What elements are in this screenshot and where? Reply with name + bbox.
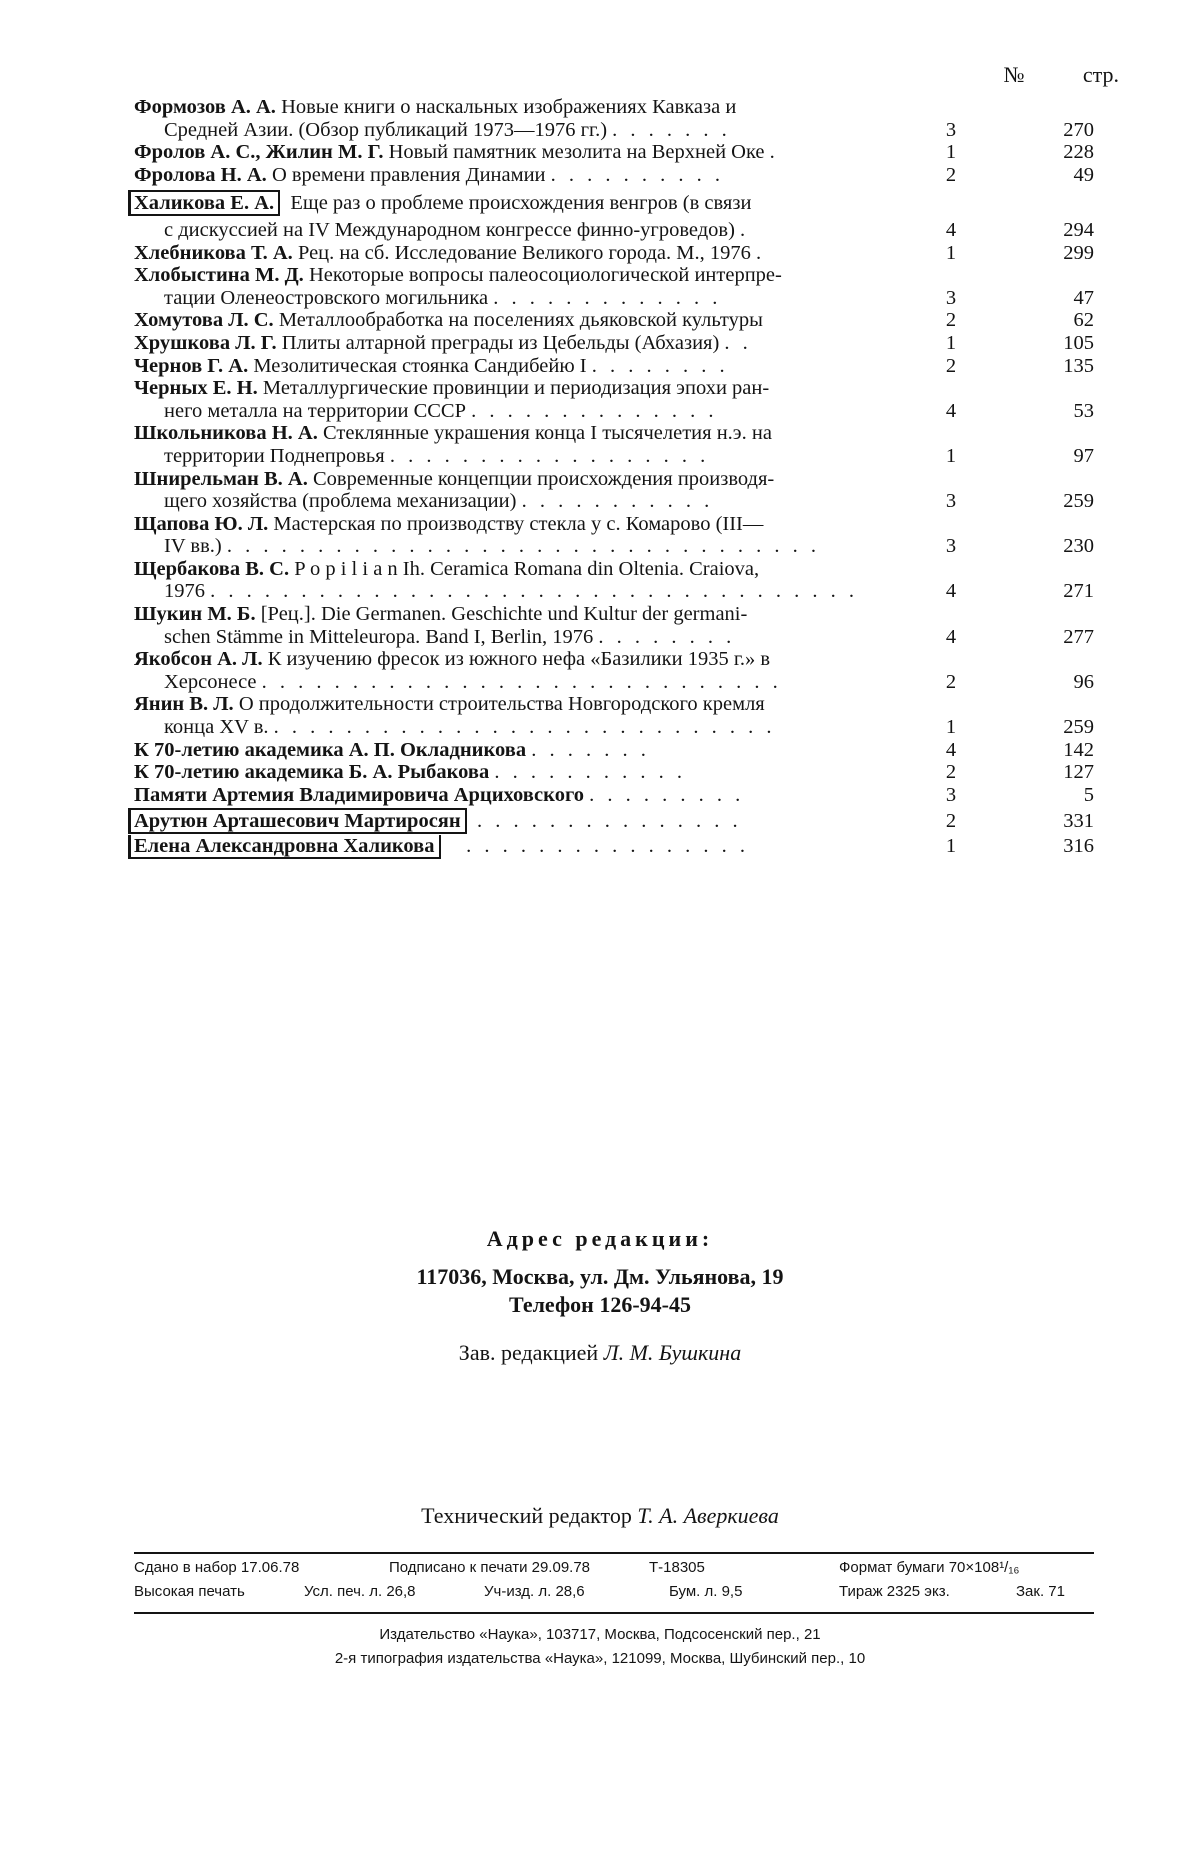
entry-issue: 1 <box>945 331 957 354</box>
entry-page: 271 <box>1063 580 1094 603</box>
entry-page: 5 <box>1083 783 1094 806</box>
leader-dots: . . . . . . . . . . . . . . . . . . . . . . . . . . . . . . . . . . . . <box>210 580 858 603</box>
entry-issue: 4 <box>945 580 957 603</box>
imprint-row-2 <box>134 1583 1094 1603</box>
toc-entry <box>134 309 1094 332</box>
entry-author: Хлобыстина М. Д. <box>134 264 304 287</box>
address-phone: Телефон 126-94-45 <box>508 1292 692 1317</box>
entry-title: Плиты алтарной преграды из Цебельды (Абхазия) <box>281 331 720 354</box>
entry-issue: 3 <box>945 535 957 558</box>
entry-title: К изучению фресок из южного нефа «Базилики 1935 г.» в <box>267 648 771 671</box>
editor-chief-label: Зав. редакцией <box>458 1340 599 1365</box>
entry-title: Металлообработка на поселениях дьяковской культуры <box>278 309 763 332</box>
entry-title-cont: Херсонесе <box>164 670 257 693</box>
imprint-field: Формат бумаги 70×108¹/₁₆ <box>839 1559 1020 1576</box>
entry-page: 331 <box>1063 810 1094 833</box>
entry-author: Хомутова Л. С. <box>134 309 274 332</box>
imprint-bottom-rule <box>134 1612 1094 1614</box>
entry-issue: 4 <box>945 399 957 422</box>
entry-page: 105 <box>1063 331 1094 354</box>
entry-title-cont: щего хозяйства (проблема механизации) <box>164 490 517 513</box>
entry-heading: Памяти Артемия Владимировича Арциховского <box>134 783 584 806</box>
leader-dots: . . . . . . . . <box>598 625 736 648</box>
entry-issue: 1 <box>945 444 957 467</box>
entry-title: Новый памятник мезолита на Верхней Оке <box>388 141 765 164</box>
tech-editor-name: Т. А. Аверкиева <box>637 1503 779 1528</box>
entry-title-cont: Средней Азии. (Обзор публикаций 1973—1976 гг.) <box>164 118 608 141</box>
entry-author: Формозов А. А. <box>134 96 276 118</box>
entry-title-cont: с дискуссией на IV Международном конгрессе финно-угроведов) <box>164 218 735 241</box>
editorial-address <box>0 1226 1200 1318</box>
entry-heading: К 70-летию академика А. П. Окладникова <box>134 738 527 761</box>
entry-author: Черных Е. Н. <box>134 377 258 400</box>
entry-issue: 3 <box>945 286 957 309</box>
entry-title: Стеклянные украшения конца I тысячелетия н.э. на <box>322 422 772 445</box>
entry-page: 230 <box>1063 535 1094 558</box>
entry-issue: 1 <box>945 241 957 264</box>
entry-issue: 3 <box>945 783 957 806</box>
imprint-field: Т-18305 <box>649 1559 705 1576</box>
entry-page: 316 <box>1063 835 1094 857</box>
column-headers <box>134 62 1119 88</box>
table-of-contents <box>134 96 1094 858</box>
imprint-top-rule <box>134 1552 1094 1554</box>
entry-title-cont: конца XV в. <box>164 716 269 739</box>
leader-dots: . . . . . . . . . . . . . . . . . . . . . . . . . . . . . . . . . <box>226 535 820 558</box>
toc-entry <box>134 739 1094 762</box>
entry-issue: 2 <box>945 163 957 186</box>
entry-author: Щапова Ю. Л. <box>134 512 269 535</box>
entry-issue: 2 <box>945 810 957 833</box>
leader-dots: . . . . . . . <box>531 738 650 761</box>
leader-dots: . . . . . . . . . . . . . . <box>471 399 718 422</box>
entry-issue: 3 <box>945 490 957 513</box>
leader-dots: . . . . . . . . . . . . . . . . . . . . . . . . . . . . . <box>261 670 782 693</box>
imprint-field: Подписано к печати 29.09.78 <box>389 1559 591 1576</box>
imprint-field: Тираж 2325 экз. <box>839 1583 950 1600</box>
toc-entry <box>134 96 1094 141</box>
obituary-name-framed: Арутюн Арташесович Мартиросян <box>128 808 467 834</box>
entry-title: Современные концепции происхождения производя- <box>312 467 775 490</box>
entry-author: Щербакова В. С. <box>134 557 290 580</box>
entry-page: 97 <box>1073 444 1094 467</box>
entry-title: [Рец.]. Die Germanen. Geschichte und Kultur der germani- <box>260 603 748 626</box>
editor-in-chief <box>0 1340 1200 1366</box>
entry-title-cont: IV вв.) <box>164 535 222 558</box>
entry-author: Хлебникова Т. А. <box>134 241 293 264</box>
toc-entry <box>134 377 1094 422</box>
leader-dots: . . . . . . . <box>612 118 731 141</box>
entry-issue: 3 <box>945 118 957 141</box>
entry-issue: 2 <box>945 309 957 332</box>
leader-dots: . . . . . . . . . . . <box>521 490 714 513</box>
imprint-row-1 <box>134 1559 1094 1579</box>
entry-page: 277 <box>1063 625 1094 648</box>
entry-title-cont: schen Stämme in Mitteleuropa. Band I, Berlin, 1976 <box>164 625 594 648</box>
toc-entry <box>134 468 1094 513</box>
obituary-name-framed: Елена Александровна Халикова <box>128 835 441 859</box>
toc-entry <box>134 264 1094 309</box>
entry-issue: 4 <box>945 738 957 761</box>
entry-page: 62 <box>1073 309 1094 332</box>
entry-author: Янин В. Л. <box>134 693 234 716</box>
toc-entry <box>134 558 1094 603</box>
toc-entry <box>134 513 1094 558</box>
toc-entry <box>134 355 1094 378</box>
entry-title: О продолжительности строительства Новгородского кремля <box>238 693 765 716</box>
entry-page: 228 <box>1063 141 1094 164</box>
toc-entry <box>134 192 1094 241</box>
entry-page: 259 <box>1063 490 1094 513</box>
leader-dots: . . . . . . . . . <box>589 783 745 806</box>
entry-page: 135 <box>1063 354 1094 377</box>
toc-entry <box>134 242 1094 265</box>
entry-author-framed: Халикова Е. А. <box>128 190 280 216</box>
editor-chief-name: Л. М. Бушкина <box>603 1340 742 1365</box>
entry-issue: 2 <box>945 761 957 784</box>
entry-page: 96 <box>1073 670 1094 693</box>
entry-title-cont: него металла на территории СССР <box>164 399 466 422</box>
entry-title: Некоторые вопросы палеосоциологической интерпре- <box>308 264 782 287</box>
entry-author: Якобсон А. Л. <box>134 648 263 671</box>
entry-issue: 1 <box>945 835 957 857</box>
entry-page: 299 <box>1063 241 1094 264</box>
imprint-field: Уч-изд. л. 28,6 <box>484 1583 585 1600</box>
entry-author: Хрушкова Л. Г. <box>134 331 277 354</box>
entry-issue: 1 <box>945 716 957 739</box>
entry-author: Чернов Г. А. <box>134 354 249 377</box>
leader-dots: . <box>756 241 766 264</box>
leader-dots: . . . . . . . . <box>591 354 729 377</box>
entry-title-cont: 1976 <box>164 580 205 603</box>
entry-title: Металлургические провинции и периодизация эпохи ран- <box>262 377 770 400</box>
issue-number-header: № <box>1003 62 1025 87</box>
entry-issue: 4 <box>945 625 957 648</box>
leader-dots: . <box>769 141 779 164</box>
entry-page: 294 <box>1063 218 1094 241</box>
entry-title: Новые книги о наскальных изображениях Кавказа и <box>281 96 737 118</box>
entry-page: 142 <box>1063 738 1094 761</box>
entry-page: 270 <box>1063 118 1094 141</box>
address-street: 117036, Москва, ул. Дм. Ульянова, 19 <box>416 1264 784 1289</box>
entry-author: Шукин М. Б. <box>134 603 256 626</box>
entry-author: Шнирельман В. А. <box>134 467 308 490</box>
toc-entry <box>134 784 1094 807</box>
entry-heading: К 70-летию академика Б. А. Рыбакова <box>134 761 490 784</box>
leader-dots: . . . . . . . . . . . . . . . . . . . . . . . . . . . . <box>273 716 776 739</box>
publisher-line: Издательство «Наука», 103717, Москва, Подсосенский пер., 21 <box>379 1626 821 1643</box>
leader-dots: . . . . . . . . . . . . . . . . . . <box>389 444 710 467</box>
imprint-field: Высокая печать <box>134 1583 245 1600</box>
entry-author: Фролова Н. А. <box>134 163 267 186</box>
entry-title-cont: тации Оленеостровского могильника <box>164 286 489 309</box>
address-title: Адрес редакции: <box>486 1226 714 1251</box>
imprint-field: Зак. 71 <box>1016 1583 1065 1600</box>
leader-dots: . . <box>724 331 752 354</box>
entry-title: P o p i l i a n Ih. Ceramica Romana din Oltenia. Craiova, <box>294 557 760 580</box>
entry-issue: 1 <box>945 141 957 164</box>
entry-author: Фролов А. С., Жилин М. Г. <box>134 141 384 164</box>
leader-dots: . . . . . . . . . . <box>550 163 725 186</box>
toc-entry <box>134 761 1094 784</box>
printer-line: 2-я типография издательства «Наука», 121099, Москва, Шубинский пер., 10 <box>334 1650 866 1667</box>
leader-dots: . <box>740 218 750 241</box>
entry-title: Рец. на сб. Исследование Великого города. М., 1976 <box>297 241 751 264</box>
toc-entry <box>134 164 1094 187</box>
entry-page: 53 <box>1073 399 1094 422</box>
leader-dots: . . . . . . . . . . . . . . . . <box>466 835 749 857</box>
entry-title-cont: территории Поднепровья <box>164 444 385 467</box>
entry-issue: 4 <box>945 218 957 241</box>
entry-page: 259 <box>1063 716 1094 739</box>
leader-dots: . . . . . . . . . . . . . <box>493 286 722 309</box>
toc-entry <box>134 422 1094 467</box>
toc-entry <box>134 141 1094 164</box>
toc-entry <box>134 693 1094 738</box>
toc-entry <box>134 835 1094 858</box>
toc-entry <box>134 648 1094 693</box>
leader-dots: . . . . . . . . . . . . . . . <box>476 810 742 833</box>
entry-issue: 2 <box>945 670 957 693</box>
entry-issue: 2 <box>945 354 957 377</box>
entry-author: Школьникова Н. А. <box>134 422 318 445</box>
entry-page: 47 <box>1073 286 1094 309</box>
toc-entry <box>134 332 1094 355</box>
entry-title: Мастерская по производству стекла у с. Комарово (III— <box>273 512 764 535</box>
leader-dots: . . . . . . . . . . . <box>494 761 686 784</box>
entry-title: Еще раз о проблеме происхождения венгров (в связи <box>290 192 752 215</box>
toc-entry <box>134 603 1094 648</box>
entry-title: Мезолитическая стоянка Сандибейю I <box>253 354 587 377</box>
page-number-header: стр. <box>1082 62 1119 87</box>
technical-editor <box>0 1503 1200 1529</box>
tech-editor-label: Технический редактор <box>421 1503 632 1528</box>
imprint-field: Бум. л. 9,5 <box>669 1583 743 1600</box>
entry-title: О времени правления Динамии <box>271 163 546 186</box>
entry-page: 127 <box>1063 761 1094 784</box>
imprint-field: Сдано в набор 17.06.78 <box>134 1559 300 1576</box>
imprint-field: Усл. печ. л. 26,8 <box>304 1583 416 1600</box>
entry-page: 49 <box>1073 163 1094 186</box>
toc-entry <box>134 810 1094 833</box>
